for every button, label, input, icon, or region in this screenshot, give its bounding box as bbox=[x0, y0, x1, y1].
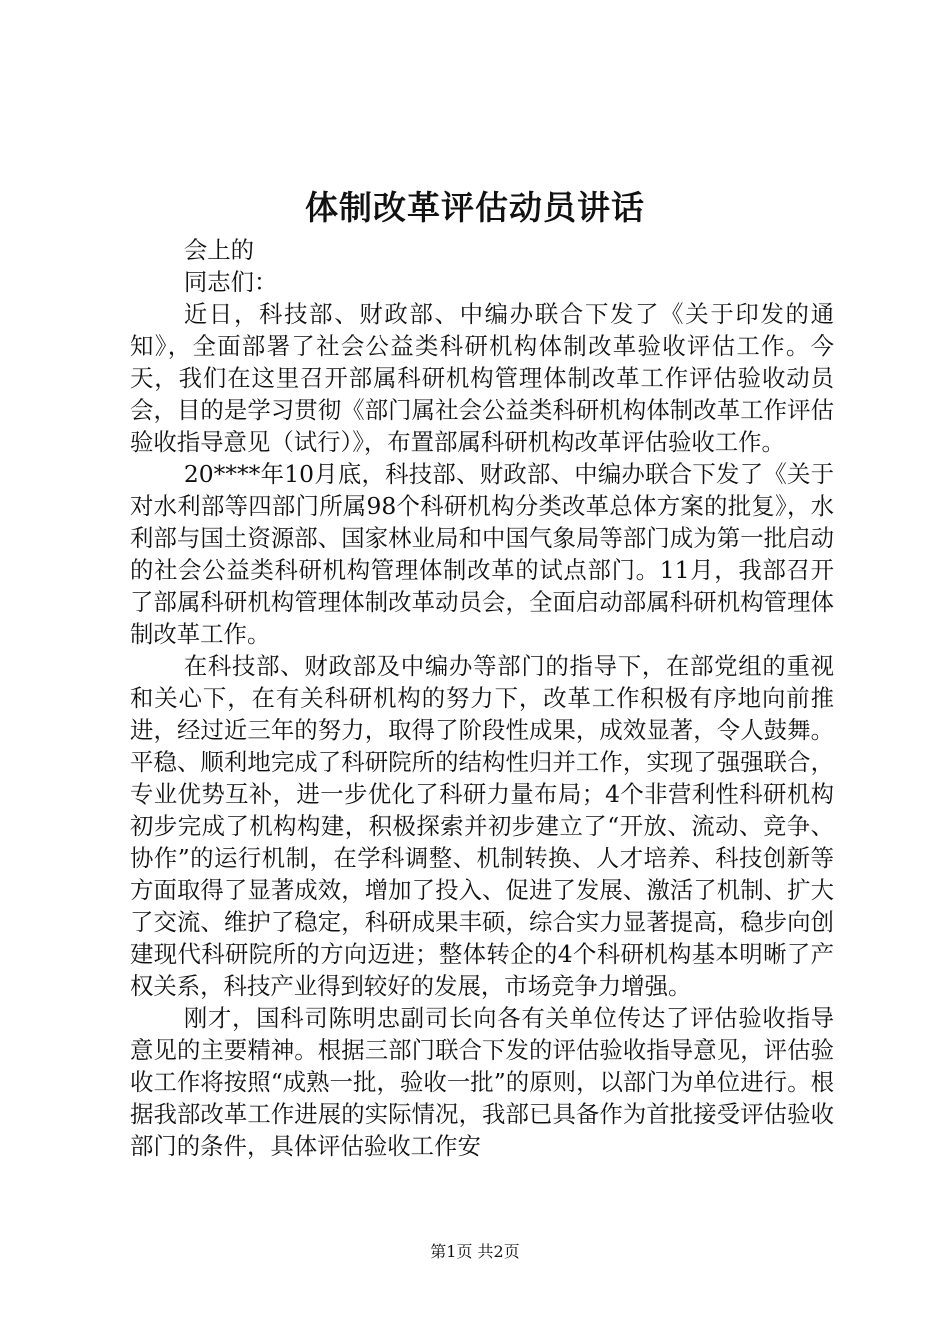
paragraph-evaluation: 刚才，国科司陈明忠副司长向各有关单位传达了评估验收指导意见的主要精神。根据三部门联合下发的评估验收指导意见，评估验收工作将按照“成熟一批，验收一批”的原则，以部门为单位进行。根据我部改革工作进展的实际情况，我部已具备作为首批接受评估验收部门的条件，具体评估验收工作安 bbox=[130, 1004, 834, 1160]
paragraph-background: 20****年10月底，科技部、财政部、中编办联合下发了《关于对水利部等四部门所属98个科研机构分类改革总体方案的批复》，水利部与国土资源部、国家林业局和中国气象局等部门成为第一批启动的社会公益类科研机构管理体制改革的试点部门。11月，我部召开了部属科研机构管理体制改革动员会，全面启动部属科研机构管理体制改革工作。 bbox=[130, 460, 834, 648]
salutation-line-1: 会上的 bbox=[183, 236, 254, 264]
paragraph-intro: 近日，科技部、财政部、中编办联合下发了《关于印发的通知》，全面部署了社会公益类科研机构体制改革验收评估工作。今天，我们在这里召开部属科研机构管理体制改革工作评估验收动员会，目的是学习贯彻《部门属社会公益类科研机构体制改革工作评估验收指导意见（试行）》，布置部属科研机构改革评估验收工作。 bbox=[130, 300, 834, 456]
page-number: 第1页 共2页 bbox=[430, 1242, 520, 1261]
document-body bbox=[130, 234, 834, 1162]
document-title: 体制改革评估动员讲话 bbox=[305, 188, 645, 227]
paragraph-achievements: 在科技部、财政部及中编办等部门的指导下，在部党组的重视和关心下，在有关科研机构的努力下，改革工作积极有序地向前推进，经过近三年的努力，取得了阶段性成果，成效显著，令人鼓舞。平稳、顺利地完成了科研院所的结构性归并工作，实现了强强联合，专业优势互补，进一步优化了科研力量布局；4个非营利性科研机构初步完成了机构构建，积极探索并初步建立了“开放、流动、竞争、协作”的运行机制，在学科调整、机制转换、人才培养、科技创新等方面取得了显著成效，增加了投入、促进了发展、激活了机制、扩大了交流、维护了稳定，科研成果丰硕，综合实力显著提高，稳步向创建现代科研院所的方向迈进；整体转企的4个科研机构基本明晰了产权关系，科技产业得到较好的发展，市场竞争力增强。 bbox=[130, 652, 834, 1000]
salutation-line-2: 同志们： bbox=[183, 268, 278, 296]
